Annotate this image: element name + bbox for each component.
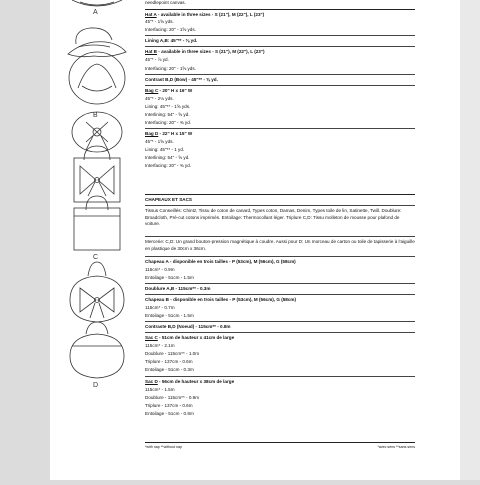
bag-c-lining: Lining: 45"** - 1⅝ yds. xyxy=(145,104,191,109)
bag-d-illustration xyxy=(70,322,124,378)
chapeau-a-fabric: 115cm* - 0.9m xyxy=(145,267,175,272)
lining-ab: Lining A,B: 45"** - ⅜ yd. xyxy=(145,38,198,43)
divider xyxy=(145,85,415,86)
contrast-bd: Contrast B,D (Bow) - 45"** - ⅝ yd. xyxy=(145,77,218,82)
divider xyxy=(145,376,415,377)
hat-a-fabric: 45"* - 1⅝ yds. xyxy=(145,19,174,24)
bag-c-interlining: Interlining: 54" - ⅝ yd. xyxy=(145,112,190,117)
sac-d-heading: Sac D - 56cm de hauteur x 38cm de large xyxy=(145,379,235,384)
french-notions: Mercerie: C,D: Un grand bouton-pression magnétique à coudre. Aussi pour D: Un morceau de carton ou toile de tapisserie à l'aiguille en plastique de 30cm x 36cm. xyxy=(145,239,415,251)
hat-b-heading: Hat B - available in three sizes - S (21"), M (22"), L (23") xyxy=(145,49,265,54)
divider xyxy=(145,294,415,295)
sac-d-entoilage: Entoilage - 51cm - 0.8m xyxy=(145,411,194,416)
sac-d-fabric: 115cm* - 1.5m xyxy=(145,387,175,392)
bag-d-lining: Lining: 45"** - 1 yd. xyxy=(145,147,185,152)
divider xyxy=(145,442,415,443)
hat-a-illustration xyxy=(72,0,122,6)
divider xyxy=(145,46,415,47)
bag-d-interlining: Interlining: 54" - ⅝ yd. xyxy=(145,155,190,160)
sac-d-doublure: Doublure - 115cm** - 0.9m xyxy=(145,395,200,400)
divider xyxy=(145,194,415,195)
bag-c-interfacing: Interfacing: 20" - ⅜ yd. xyxy=(145,120,192,125)
chapeau-a-entoilage: Entoilage - 51cm - 1.5m xyxy=(145,275,194,280)
illustration-column xyxy=(50,0,145,480)
bag-c-illustration xyxy=(74,196,120,250)
divider xyxy=(145,283,415,284)
yardage-chart xyxy=(145,0,415,480)
bag-d-bow-illustration xyxy=(70,262,124,322)
divider xyxy=(145,236,415,237)
bag-d-heading: Bag D - 22" H x 15" W xyxy=(145,131,193,136)
hat-b-interfacing: Interfacing: 20" - 1⅝ yds. xyxy=(145,66,196,71)
french-fabrics: Tissus Conseillés: Chintz, Tissu de coton de canard, Types coton, Damas, Denim, Types toile de lin, Satinette, Twill. Doublure: Broadcloth, Pré-cut cotons imprimés. Entoilage: Thermocollant léger. Triplure C,D: Tissu molleton de mousse pour plafond de voiture. xyxy=(145,208,402,227)
figure-label-a: A xyxy=(93,9,98,16)
divider xyxy=(145,256,415,257)
bag-d-fabric: 45"* - 1⅝ yds. xyxy=(145,139,174,144)
hat-a-heading: Hat A - available in three sizes - S (21"), M (22"), L (23") xyxy=(145,12,265,17)
page-edge xyxy=(460,0,480,480)
figure-label-d: D xyxy=(93,382,99,389)
figure-label-c: C xyxy=(93,254,99,261)
divider xyxy=(145,35,415,36)
french-heading: CHAPEAUX ET SACS xyxy=(145,197,192,202)
divider xyxy=(145,74,415,75)
contraste-bd: Contraste B,D (Noeud) - 115cm** - 0.8m xyxy=(145,324,231,329)
bag-d-interfacing: Interfacing: 20" - ⅜ yd. xyxy=(145,163,192,168)
chapeau-b-entoilage: Entoilage - 51cm - 1.5m xyxy=(145,313,194,318)
hat-a-interfacing: Interfacing: 20" - 1⅝ yds. xyxy=(145,27,196,32)
hat-b-illustration xyxy=(69,52,125,104)
figure-label-b: B xyxy=(93,112,98,119)
divider xyxy=(145,128,415,129)
divider xyxy=(145,205,415,206)
bag-c-bow-illustration xyxy=(74,146,120,202)
footer-nap-note: *with nap **without nap xyxy=(145,445,182,449)
doublure-ab: Doublure A,B - 115cm** - 0.3m xyxy=(145,286,211,291)
sac-c-triplure: Triplure - 137cm - 0.6m xyxy=(145,359,193,364)
divider xyxy=(145,332,415,333)
divider xyxy=(145,9,415,10)
divider xyxy=(145,321,415,322)
hat-b-fabric: 45"* - ⅞ yd. xyxy=(145,57,169,62)
intro-line: needlepoint canvas. xyxy=(145,0,186,5)
hat-and-bag-illustrations xyxy=(50,0,145,480)
bag-c-heading: Bag C - 20" H x 16" W xyxy=(145,88,193,93)
sac-c-heading: Sac C - 51cm de hauteur x 41cm de large xyxy=(145,335,235,340)
sac-c-doublure: Doublure - 115cm** - 1.0m xyxy=(145,351,200,356)
sac-d-triplure: Triplure - 137cm - 0.6m xyxy=(145,403,193,408)
sac-c-fabric: 115cm* - 2.1m xyxy=(145,343,175,348)
sac-c-entoilage: Entoilage - 51cm - 0.3m xyxy=(145,367,194,372)
footer-sens-note: *avec sens **sans sens xyxy=(377,445,415,449)
bag-c-fabric: 45"* - 2⅛ yds. xyxy=(145,96,174,101)
chapeau-b-fabric: 115cm* - 0.7m xyxy=(145,305,175,310)
chapeau-b-heading: Chapeau B - disponible en trois tailles - P (53cm), M (56cm), G (58cm) xyxy=(145,297,297,302)
chapeau-a-heading: Chapeau A - disponible en trois tailles - P (53cm), M (56cm), G (58cm) xyxy=(145,259,296,264)
